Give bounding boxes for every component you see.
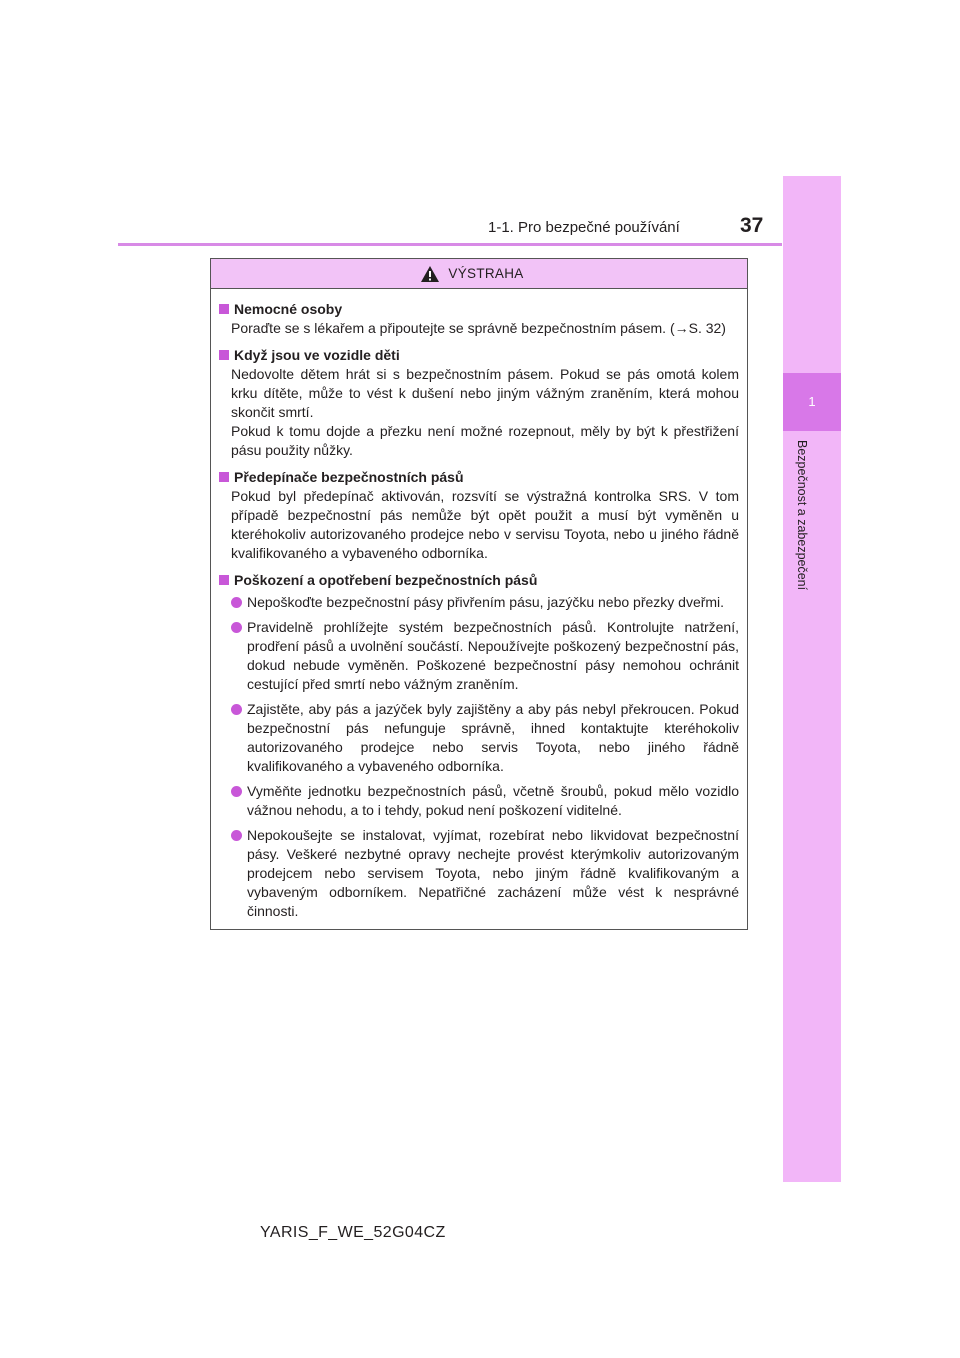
- square-bullet-icon: [219, 472, 229, 482]
- paragraph-text: Poraďte se s lékařem a připoutejte se správně bezpečnostním pásem. (→S. 32): [231, 320, 726, 336]
- square-bullet-icon: [219, 304, 229, 314]
- bullet-text: Pravidelně prohlížejte systém bezpečnostních pásů. Kontrolujte natržení, prodření pásů a uvolnění součástí. Nepoužívejte poškozený bezpečnostní pás, dokud nebude vyměněn. Poškozené bezpečnostní pásy nemohou ochránit cestující před smrtí nebo vážným zraněním.: [247, 619, 739, 692]
- round-bullet-icon: [231, 786, 242, 797]
- warning-item: [219, 300, 739, 338]
- item-heading-text: Poškození a opotřebení bezpečnostních pásů: [234, 572, 538, 588]
- paragraph-text: Pokud k tomu dojde a přezku není možné rozepnout, měly by být k přestřižení pásu použity nůžky.: [231, 423, 739, 458]
- chapter-side-tab: [783, 176, 841, 1182]
- warning-item: [219, 571, 739, 921]
- warning-triangle-icon: [420, 265, 440, 283]
- item-heading-text: Předepínače bezpečnostních pásů: [234, 469, 464, 485]
- item-paragraph: [231, 365, 739, 460]
- chapter-number: 1: [783, 373, 841, 431]
- warning-content: [211, 289, 747, 921]
- document-code: YARIS_F_WE_52G04CZ: [260, 1224, 446, 1241]
- page-number: 37: [740, 214, 764, 237]
- warning-header: [211, 259, 747, 289]
- item-heading-text: Nemocné osoby: [234, 301, 343, 317]
- bullet-text: Zajistěte, aby pás a jazýček byly zajištěny a aby pás nebyl překroucen. Pokud bezpečnostní pás nefunguje správně, ihned kontaktujte kteréhokoliv autorizovaného prodejce nebo servis Toyota, nebo jiného řádně kvalifikovaného a vybaveného odborníka.: [247, 701, 739, 774]
- header-rule: [118, 243, 782, 246]
- item-paragraph: [231, 487, 739, 563]
- running-header: 1-1. Pro bezpečné používání: [488, 219, 680, 236]
- item-heading: [219, 300, 739, 319]
- bullet-text: Nepoškoďte bezpečnostní pásy přivřením pásu, jazýčku nebo přezky dveřmi.: [247, 594, 725, 610]
- item-paragraph: [231, 319, 739, 338]
- warning-item: [219, 468, 739, 563]
- bullet-item: [231, 700, 739, 776]
- square-bullet-icon: [219, 575, 229, 585]
- round-bullet-icon: [231, 704, 242, 715]
- item-heading: [219, 346, 739, 365]
- bullet-item: [231, 782, 739, 820]
- paragraph-text: Pokud byl předepínač aktivován, rozsvítí se výstražná kontrolka SRS. V tom případě bezpečnostní pás nemůže být opět použit a musí být vyměněn u kteréhokoliv autorizovaného prodejce nebo v servisu Toyota, nebo u jiného řádně kvalifikovaného a vybaveného odborníka.: [231, 488, 739, 561]
- bullet-text: Vyměňte jednotku bezpečnostních pásů, včetně šroubů, pokud mělo vozidlo vážnou nehodu, a to i tehdy, pokud není poškození viditelné.: [247, 783, 739, 818]
- square-bullet-icon: [219, 350, 229, 360]
- item-heading: [219, 468, 739, 487]
- bullet-text: Nepokoušejte se instalovat, vyjímat, rozebírat nebo likvidovat bezpečnostní pásy. Veškeré nezbytné opravy nechejte provést kterýmkoliv autorizovaným prodejcem nebo servisem Toyota, nebo jiným řádně kvalifikovaným a vybaveným odborníkem. Nepatřičné zacházení může vést k nesprávné činnosti.: [247, 827, 739, 919]
- round-bullet-icon: [231, 597, 242, 608]
- warning-item: [219, 346, 739, 460]
- warning-title: VÝSTRAHA: [448, 266, 524, 281]
- bullet-item: [231, 593, 739, 612]
- paragraph-text: Nedovolte dětem hrát si s bezpečnostním pásem. Pokud se pás omotá kolem krku dítěte, může to vést k dušení nebo jiným vážným zraněním, která mohou skončit smrtí.: [231, 366, 739, 420]
- chapter-title: Bezpečnost a zabezpečení: [795, 440, 809, 591]
- bullet-item: [231, 618, 739, 694]
- item-heading-text: Když jsou ve vozidle děti: [234, 347, 400, 363]
- bullet-item: [231, 826, 739, 921]
- item-heading: [219, 571, 739, 590]
- warning-box: [210, 258, 748, 930]
- round-bullet-icon: [231, 622, 242, 633]
- round-bullet-icon: [231, 830, 242, 841]
